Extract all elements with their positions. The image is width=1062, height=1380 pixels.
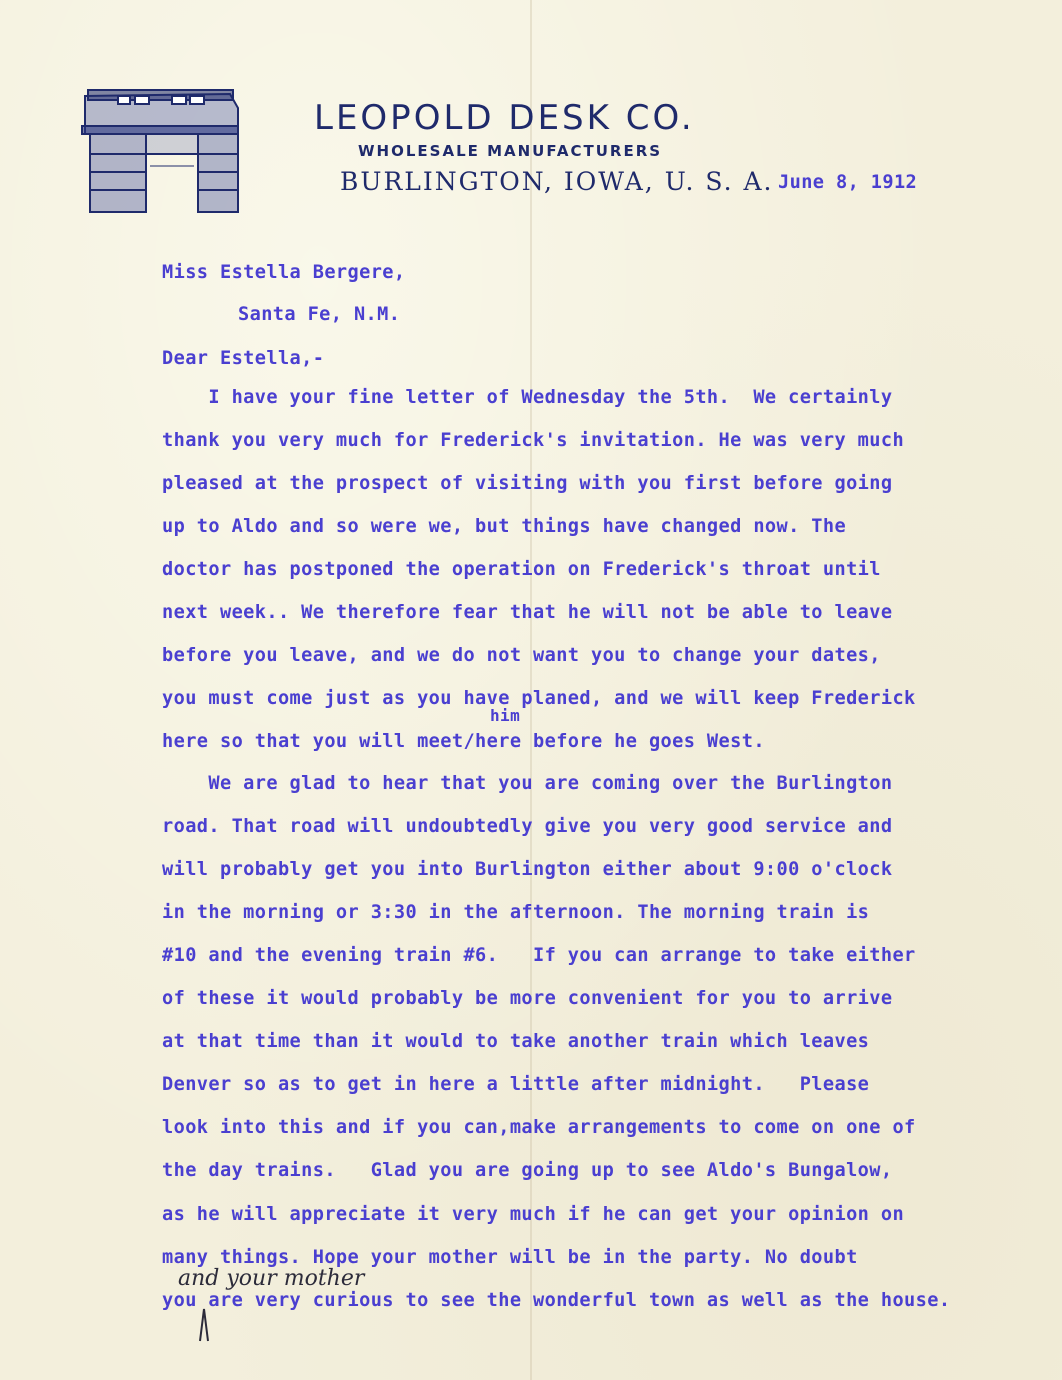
body-line: doctor has postponed the operation on Frederick's throat until: [162, 559, 881, 580]
body-line: thank you very much for Frederick's invitation. He was very much: [162, 430, 905, 451]
body-line: at that time than it would to take another train which leaves: [162, 1031, 870, 1052]
body-line: as he will appreciate it very much if he can get your opinion on: [162, 1204, 905, 1225]
handwritten-insert: and your mother: [178, 1266, 365, 1291]
recipient-name: Miss Estella Bergere,: [162, 262, 406, 283]
body-line: many things. Hope your mother will be in the party. No doubt: [162, 1247, 858, 1268]
body-line: in the morning or 3:30 in the afternoon. The morning train is: [162, 902, 870, 923]
interlinear-insert: him: [490, 706, 521, 725]
insertion-caret-mark: [196, 1305, 216, 1345]
company-address: BURLINGTON, IOWA, U. S. A.: [340, 167, 774, 196]
body-line: I have your fine letter of Wednesday the 5th. We certainly: [162, 387, 893, 408]
body-line: will probably get you into Burlington either about 9:00 o'clock: [162, 859, 893, 880]
body-line: look into this and if you can,make arrangements to come on one of: [162, 1117, 916, 1138]
recipient-location: Santa Fe, N.M.: [238, 304, 401, 325]
salutation: Dear Estella,-: [162, 348, 325, 369]
body-line: before you leave, and we do not want you to change your dates,: [162, 645, 881, 666]
body-line: the day trains. Glad you are going up to see Aldo's Bungalow,: [162, 1160, 893, 1181]
body-line: #10 and the evening train #6. If you can arrange to take either: [162, 945, 916, 966]
body-line: We are glad to hear that you are coming over the Burlington: [162, 773, 893, 794]
body-line: next week.. We therefore fear that he will not be able to leave: [162, 602, 893, 623]
body-line: Denver so as to get in here a little after midnight. Please: [162, 1074, 870, 1095]
body-line: pleased at the prospect of visiting with you first before going: [162, 473, 893, 494]
body-line: road. That road will undoubtedly give you very good service and: [162, 816, 893, 837]
letter-date: June 8, 1912: [778, 172, 918, 193]
body-line: here so that you will meet/here before he goes West.: [162, 731, 765, 752]
body-line: you are very curious to see the wonderful town as well as the house.: [162, 1290, 951, 1311]
body-line: up to Aldo and so were we, but things have changed now. The: [162, 516, 847, 537]
company-name: LEOPOLD DESK CO.: [314, 98, 695, 138]
body-line: you must come just as you have planed, and we will keep Frederick: [162, 688, 916, 709]
company-tagline: WHOLESALE MANUFACTURERS: [358, 142, 663, 160]
body-line: of these it would probably be more convenient for you to arrive: [162, 988, 893, 1009]
roll-top-desk-logo: [80, 86, 240, 216]
